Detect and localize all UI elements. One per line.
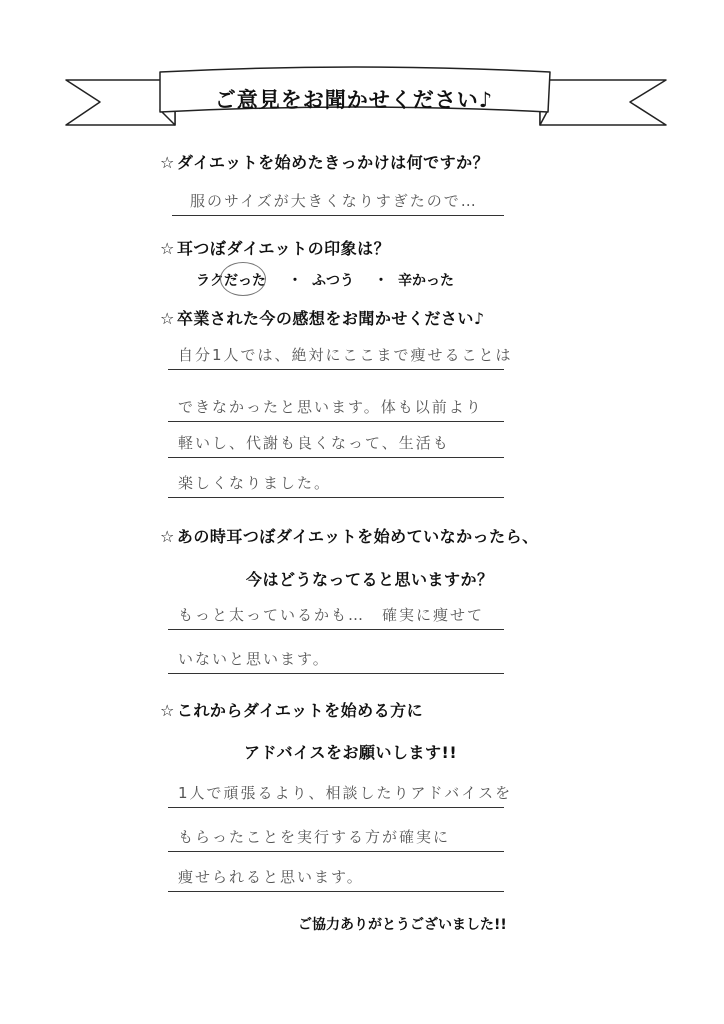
answer-1-line <box>172 188 504 216</box>
question-3 <box>160 306 485 329</box>
answer-3-text-4: 楽しくなりました。 <box>178 474 332 492</box>
answer-4-text-2: いないと思います。 <box>178 650 330 668</box>
question-1 <box>160 150 489 173</box>
answer-5-line-3 <box>168 862 504 892</box>
answer-3-text-1: 自分1人では、絶対にここまで痩せることは <box>178 346 513 364</box>
answer-3-line-4 <box>168 468 504 498</box>
question-4-text-1: あの時耳つぼダイエットを始めていなかったら、 <box>176 527 539 546</box>
question-5-text-2: アドバイスをお願いします!! <box>244 743 458 762</box>
answer-5-line-2 <box>168 822 504 852</box>
star-icon: ☆ <box>160 309 175 328</box>
banner-title: ご意見をお聞かせください♪ <box>214 88 494 112</box>
answer-5-text-2: もらったことを実行する方が確実に <box>178 828 451 846</box>
question-5-text-1: これからダイエットを始める方に <box>176 701 424 720</box>
star-icon: ☆ <box>160 239 175 258</box>
question-1-text: ダイエットを始めたきっかけは何ですか？ <box>176 153 490 172</box>
answer-1-text: 服のサイズが大きくなりすぎたので… <box>190 192 478 210</box>
answer-3-line-2 <box>168 392 504 422</box>
answer-3-text-3: 軽いし、代謝も良くなって、生活も <box>178 434 450 452</box>
question-2 <box>160 236 390 259</box>
answer-3-line-3 <box>168 428 504 458</box>
answer-5-text-1: 1人で頑張るより、相談したりアドバイスを <box>178 784 513 802</box>
answer-4-line-2 <box>168 644 504 674</box>
answer-4-text-1: もっと太っているかも… 確実に痩せて <box>178 606 485 624</box>
star-icon: ☆ <box>160 527 175 546</box>
question-4-line-1 <box>160 524 539 547</box>
answer-4-line-1 <box>168 600 504 630</box>
question-4-text-2: 今はどうなってると思いますか？ <box>246 570 494 589</box>
star-icon: ☆ <box>160 153 175 172</box>
ribbon-left-tail <box>66 80 175 125</box>
answer-3-text-2: できなかったと思います。体も以前より <box>178 398 483 416</box>
selection-circle <box>220 262 266 296</box>
star-icon: ☆ <box>160 701 175 720</box>
closing-message: ご協力ありがとうございました!! <box>298 917 507 933</box>
question-2-text: 耳つぼダイエットの印象は？ <box>176 239 391 258</box>
question-5-line-2 <box>244 740 457 763</box>
choice-easy[interactable]: ラクだった <box>196 273 266 289</box>
choice-hard[interactable]: 辛かった <box>398 273 454 289</box>
answer-3-line-1 <box>168 340 513 370</box>
choice-separator: ・ <box>288 273 302 289</box>
question-3-text: 卒業された今の感想をお聞かせください♪ <box>176 309 485 328</box>
choice-normal[interactable]: ふつう <box>312 273 354 289</box>
choice-separator: ・ <box>374 273 388 289</box>
answer-5-line-1 <box>168 778 513 808</box>
answer-5-text-3: 痩せられると思います。 <box>178 868 364 886</box>
question-5-line-1 <box>160 698 423 721</box>
question-4-line-2 <box>246 567 494 590</box>
ribbon-right-tail <box>540 80 666 125</box>
